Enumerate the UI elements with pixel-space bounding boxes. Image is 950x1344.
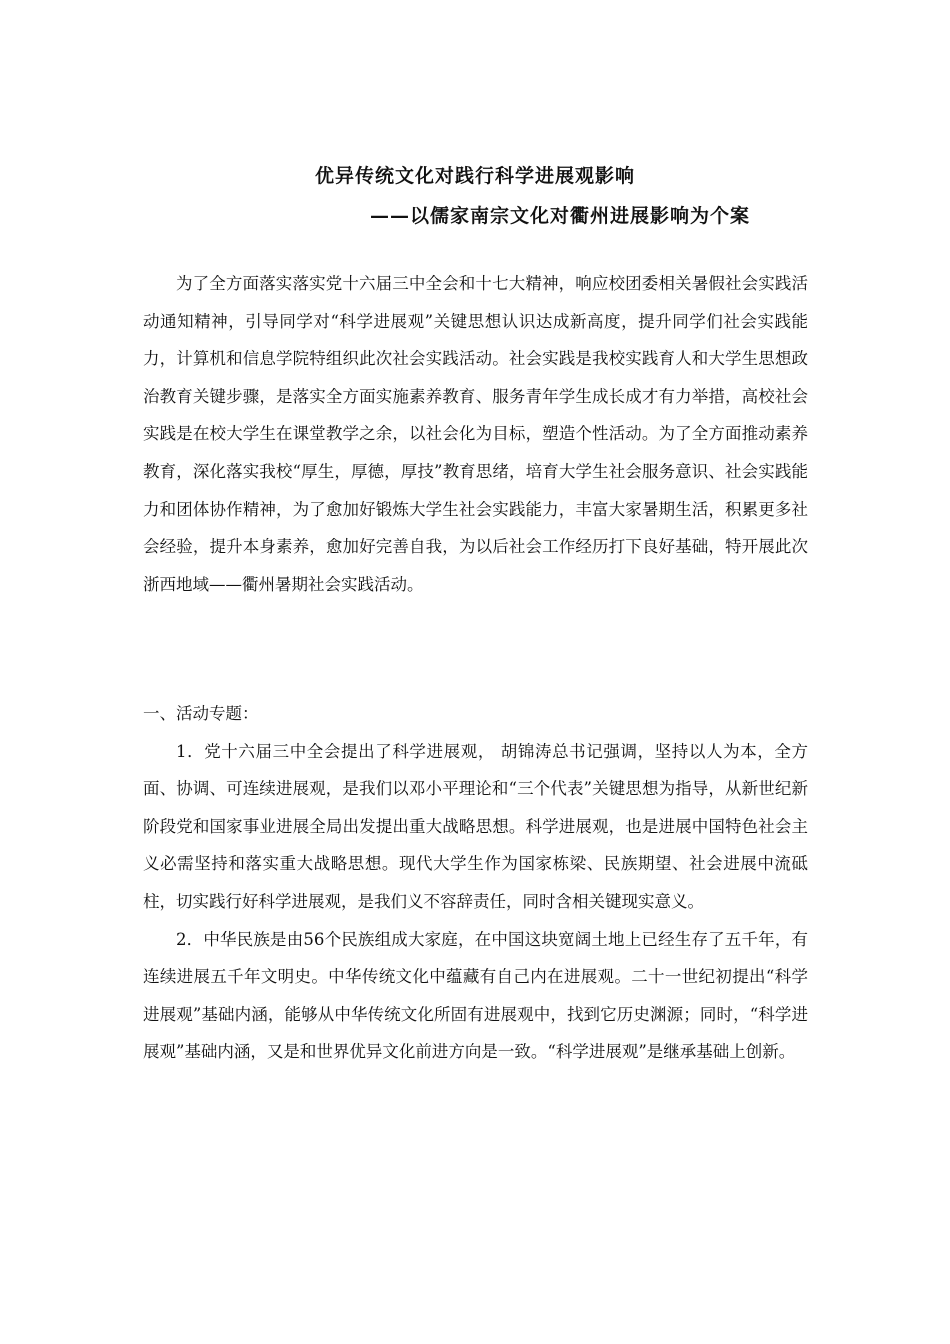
document-title: 优异传统文化对践行科学进展观影响	[315, 165, 636, 187]
document-subtitle: ——以儒家南宗文化对衢州进展影响为个案	[370, 205, 751, 227]
intro-section	[143, 265, 808, 603]
topic-item-2: 2．中华民族是由56个民族组成大家庭，在中国这块宽阔土地上已经生存了五千年，有连续进展五千年文明史。中华传统文化中蕴藏有自己内在进展观。二十一世纪初提出“科学进展观”基础内涵，能够从中华传统文化所固有进展观中，找到它历史渊源；同时，“科学进展观”基础内涵，又是和世界优异文化前进方向是一致。“科学进展观”是继承基础上创新。	[143, 929, 808, 1062]
activity-topics-section	[143, 695, 808, 1071]
topic-item-1: 1．党十六届三中全会提出了科学进展观， 胡锦涛总书记强调，坚持以人为本，全方面、协调、可连续进展观，是我们以邓小平理论和“三个代表”关键思想为指导，从新世纪新阶段党和国家事业进展全局出发提出重大战略思想。科学进展观，也是进展中国特色社会主义必需坚持和落实重大战略思想。现代大学生作为国家栋梁、民族期望、社会进展中流砥柱，切实践行好科学进展观，是我们义不容辞责任，同时含相关键现实意义。	[143, 741, 808, 911]
intro-paragraph: 为了全方面落实落实党十六届三中全会和十七大精神，响应校团委相关暑假社会实践活动通知精神，引导同学对“科学进展观”关键思想认识达成新高度，提升同学们社会实践能力，计算机和信息学院特组织此次社会实践活动。社会实践是我校实践育人和大学生思想政治教育关键步骤，是落实全方面实施素养教育、服务青年学生成长成才有力举措，高校社会实践是在校大学生在课堂教学之余，以社会化为目标，塑造个性活动。为了全方面推动素养教育，深化落实我校“厚生，厚德，厚技”教育思绪，培育大学生社会服务意识、社会实践能力和团体协作精神，为了愈加好锻炼大学生社会实践能力，丰富大家暑期生活，积累更多社会经验，提升本身素养，愈加好完善自我，为以后社会工作经历打下良好基础，特开展此次浙西地域——衢州暑期社会实践活动。	[143, 274, 808, 594]
section-heading: 一、活动专题：	[143, 704, 259, 723]
